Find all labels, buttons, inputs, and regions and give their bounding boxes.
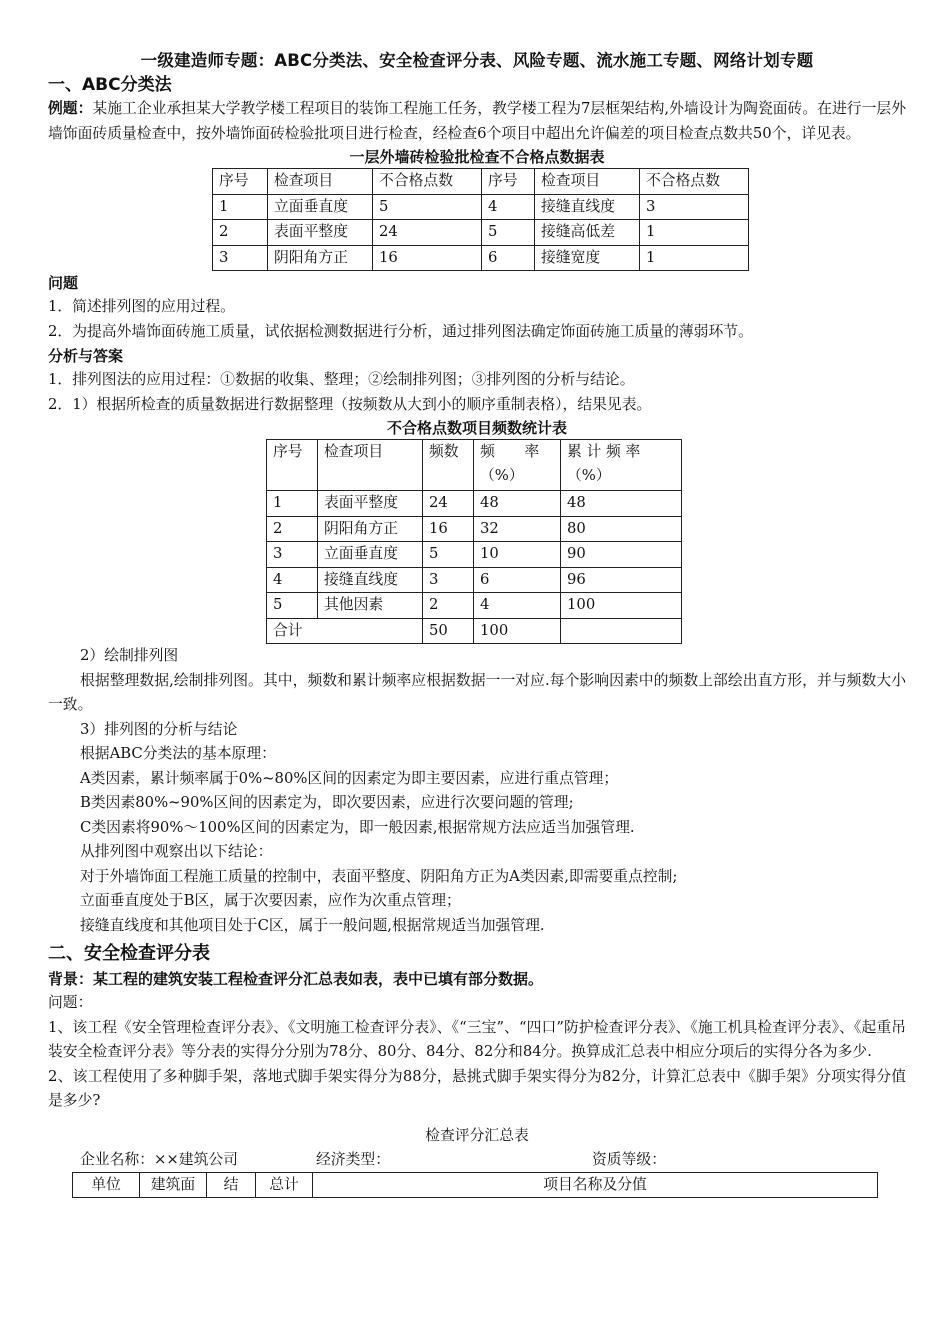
table-header-cell: 检查项目 — [318, 440, 423, 491]
table-cell: 16 — [373, 245, 482, 271]
step3-line: 立面垂直度处于B区，属于次要因素，应作为次重点管理； — [80, 892, 461, 909]
table-cell: 阴阳角方正 — [318, 516, 423, 542]
table-cell: 其他因素 — [318, 593, 423, 619]
table-cell: 5 — [267, 593, 318, 619]
table-cell: 2 — [213, 220, 268, 246]
table-cell: 3 — [213, 245, 268, 271]
table-cell: 6 — [474, 567, 561, 593]
table-cell: 1 — [640, 220, 749, 246]
table-cell: 2 — [267, 516, 318, 542]
question-2: 2．为提高外墙饰面砖施工质量，试依据检测数据进行分析，通过排列图法确定饰面砖施工质量的薄弱环节。 — [48, 322, 753, 340]
table-row — [267, 516, 682, 542]
table-header-cell: 检查项目 — [268, 169, 373, 195]
table-header-cell: 不合格点数 — [640, 169, 749, 195]
summary-meta-row — [48, 1148, 906, 1172]
step3-line: 根据ABC分类法的基本原理： — [80, 745, 276, 762]
table-header-cell: 序号 — [267, 440, 318, 491]
table-row — [267, 567, 682, 593]
table-cell: 3 — [640, 194, 749, 220]
qualification-level: 资质等级： — [592, 1150, 666, 1168]
table-cell: 6 — [482, 245, 535, 271]
table-cell: 表面平整度 — [268, 220, 373, 246]
table-cell: 接缝宽度 — [535, 245, 640, 271]
example-label: 例题： — [48, 100, 93, 117]
table-header-cell: 检查项目 — [535, 169, 640, 195]
table-cell: 4 — [474, 593, 561, 619]
table-header-cell: 累 计 频 率（%） — [561, 440, 682, 491]
table-row — [267, 593, 682, 619]
table-cell: 5 — [373, 194, 482, 220]
table-header-cell: 结 — [207, 1172, 256, 1198]
table-cell: 立面垂直度 — [318, 542, 423, 568]
total-label: 合计 — [267, 618, 423, 644]
section2-heading: 二、安全检查评分表 — [48, 943, 210, 964]
table-header-cell: 序号 — [213, 169, 268, 195]
step3-line: B类因素80%~90%区间的因素定为，即次要因素，应进行次要问题的管理; — [80, 794, 574, 811]
table-row — [267, 542, 682, 568]
table-cell: 接缝高低差 — [535, 220, 640, 246]
defect-data-table — [212, 168, 749, 271]
table-row — [267, 491, 682, 517]
table-cell — [561, 618, 682, 644]
table-cell: 3 — [423, 567, 474, 593]
table-cell: 接缝直线度 — [318, 567, 423, 593]
table-cell: 5 — [423, 542, 474, 568]
questions-label: 问题： — [48, 994, 93, 1011]
economic-type: 经济类型： — [316, 1150, 390, 1168]
example-paragraph — [48, 97, 906, 146]
background-text: 背景：某工程的建筑安装工程检查评分汇总表如表，表中已填有部分数据。 — [48, 970, 544, 988]
table-cell: 10 — [474, 542, 561, 568]
step2-heading: 2）绘制排列图 — [80, 647, 179, 664]
table-cell: 接缝直线度 — [535, 194, 640, 220]
table-header-row — [213, 169, 749, 195]
safety-question-1: 1、该工程《安全管理检查评分表》、《文明施工检查评分表》、《“三宝”、“四口”防护检查评分表》、《施工机具检查评分表》、《起重吊装安全检查评分表》等分表的实得分分别为78分、80分、84分、82分和84分。换算成汇总表中相应分项后的实得分各为多少. — [48, 1018, 906, 1060]
answer-heading: 分析与答案 — [48, 347, 124, 365]
table-cell: 2 — [423, 593, 474, 619]
table-cell: 1 — [213, 194, 268, 220]
table-cell: 48 — [474, 491, 561, 517]
summary-table-title: 检查评分汇总表 — [425, 1126, 529, 1144]
table-cell: 32 — [474, 516, 561, 542]
table-header-row — [267, 440, 682, 491]
frequency-table — [266, 439, 682, 644]
document-page — [48, 48, 906, 1198]
table-cell: 96 — [561, 567, 682, 593]
question-1: 1．简述排列图的应用过程。 — [48, 298, 235, 315]
table-cell: 16 — [423, 516, 474, 542]
table-cell: 24 — [373, 220, 482, 246]
answer-1: 1．排列图法的应用过程：①数据的收集、整理；②绘制排列图；③排列图的分析与结论。 — [48, 371, 635, 388]
table-cell: 表面平整度 — [318, 491, 423, 517]
table2-caption: 不合格点数项目频数统计表 — [386, 419, 567, 437]
table-total-row — [267, 618, 682, 644]
step3-line: 对于外墙饰面工程施工质量的控制中，表面平整度、阴阳角方正为A类因素,即需要重点控制; — [80, 867, 678, 885]
table-cell: 48 — [561, 491, 682, 517]
table1-caption: 一层外墙砖检验批检查不合格点数据表 — [349, 148, 605, 166]
table-cell: 1 — [267, 491, 318, 517]
table-header-cell: 总计 — [256, 1172, 313, 1198]
answer-2-intro: 2．1）根据所检查的质量数据进行数据整理（按频数从大到小的顺序重制表格），结果见表。 — [48, 395, 652, 413]
step3-line: 从排列图中观察出以下结论： — [80, 843, 273, 860]
total-rate: 100 — [474, 618, 561, 644]
safety-question-2: 2、该工程使用了多种脚手架，落地式脚手架实得分为88分，悬挑式脚手架实得分为82分，计算汇总表中《脚手架》分项实得分值是多少? — [48, 1067, 906, 1109]
step2-text: 根据整理数据,绘制排列图。其中，频数和累计频率应根据数据一一对应.每个影响因素中的频数上部绘出直方形，并与频数大小一致。 — [48, 671, 906, 713]
table-cell: 1 — [640, 245, 749, 271]
table-cell: 100 — [561, 593, 682, 619]
questions-heading: 问题 — [48, 274, 79, 292]
table-cell: 90 — [561, 542, 682, 568]
table-header-cell: 频数 — [423, 440, 474, 491]
table-header-cell: 序号 — [482, 169, 535, 195]
table-cell: 5 — [482, 220, 535, 246]
table-row — [213, 245, 749, 271]
table-header-row — [73, 1172, 878, 1198]
step3-heading: 3）排列图的分析与结论 — [80, 720, 238, 738]
summary-table — [72, 1172, 878, 1199]
step3-line: 接缝直线度和其他项目处于C区，属于一般问题,根据常规适当加强管理. — [80, 916, 545, 934]
table-cell: 4 — [482, 194, 535, 220]
total-count: 50 — [423, 618, 474, 644]
table-cell: 24 — [423, 491, 474, 517]
step3-line: C类因素将90%～100%区间的因素定为，即一般因素,根据常规方法应适当加强管理. — [80, 818, 635, 836]
table-row — [213, 194, 749, 220]
table-header-cell: 不合格点数 — [373, 169, 482, 195]
section1-heading: 一、ABC分类法 — [48, 75, 172, 95]
example-text: 某施工企业承担某大学教学楼工程项目的装饰工程施工任务，教学楼工程为7层框架结构,外墙设计为陶瓷面砖。在进行一层外墙饰面砖质量检查中，按外墙饰面砖检验批项目进行检查，经检查6个项目中超出允许偏差的项目检查点数共50个，详见表。 — [48, 100, 906, 142]
table-cell: 4 — [267, 567, 318, 593]
table-header-cell: 建筑面 — [140, 1172, 207, 1198]
table-cell: 80 — [561, 516, 682, 542]
table-row — [213, 220, 749, 246]
table-header-cell: 项目名称及分值 — [313, 1172, 878, 1198]
document-title: 一级建造师专题：ABC分类法、安全检查评分表、风险专题、流水施工专题、网络计划专题 — [140, 51, 814, 70]
table-cell: 立面垂直度 — [268, 194, 373, 220]
table-cell: 3 — [267, 542, 318, 568]
company-name: 企业名称：××建筑公司 — [80, 1150, 238, 1168]
table-header-cell: 单位 — [73, 1172, 140, 1198]
table-header-cell: 频 率（%） — [474, 440, 561, 491]
step3-line: A类因素，累计频率属于0%~80%区间的因素定为即主要因素，应进行重点管理； — [80, 769, 619, 787]
table-cell: 阴阳角方正 — [268, 245, 373, 271]
